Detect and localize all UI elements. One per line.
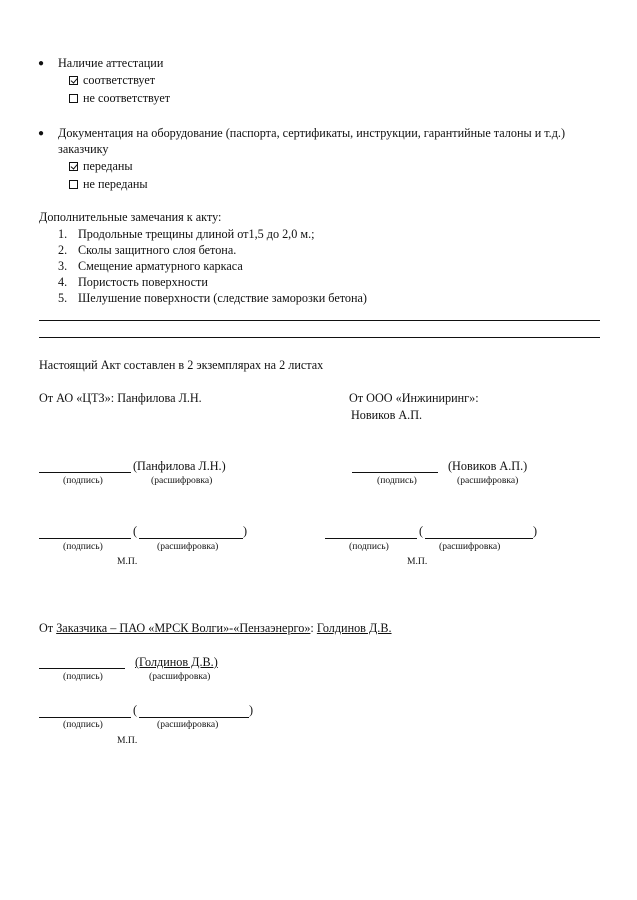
left-signature-line[interactable] — [39, 472, 131, 473]
remark-number: 4. — [58, 275, 68, 289]
customer-heading — [39, 621, 392, 636]
customer-signature-line[interactable] — [39, 668, 125, 669]
signature-caption: (подпись) — [63, 671, 103, 682]
decoding-caption: (расшифровка) — [151, 475, 213, 486]
attestation-option-matches-label: соответствует — [83, 73, 156, 87]
documentation-title-line2: заказчику — [58, 142, 109, 156]
attestation-title: Наличие аттестации — [58, 56, 164, 70]
remarks-blank-line — [39, 320, 600, 321]
remark-number: 3. — [58, 259, 68, 273]
signature-caption: (подпись) — [63, 475, 103, 486]
customer-decoding-line[interactable] — [139, 717, 249, 718]
checkbox-docs-not-transferred[interactable] — [69, 180, 78, 189]
open-paren: ( — [133, 703, 138, 717]
signature-caption: (подпись) — [377, 475, 417, 486]
checkbox-attestation-not-matches[interactable] — [69, 94, 78, 103]
remarks-heading: Дополнительные замечания к акту: — [39, 210, 222, 224]
decoding-caption: (расшифровка) — [157, 719, 219, 730]
bullet-marker: ● — [38, 58, 45, 69]
remarks-blank-line — [39, 337, 600, 338]
left-name-decoding: (Панфилова Л.Н.) — [133, 459, 226, 473]
right-name-decoding: (Новиков А.П.) — [448, 459, 528, 473]
checkbox-docs-transferred[interactable] — [69, 162, 78, 171]
remark-number: 1. — [58, 227, 68, 241]
docs-option-transferred-label: переданы — [83, 159, 133, 173]
open-paren: ( — [133, 524, 138, 538]
right-decoding-line[interactable] — [425, 538, 533, 539]
left-decoding-line[interactable] — [139, 538, 243, 539]
left-signature-line[interactable] — [39, 538, 131, 539]
left-party-heading: От АО «ЦТЗ»: Панфилова Л.Н. — [39, 391, 202, 405]
customer-person: Голдинов Д.В. — [316, 621, 392, 635]
remark-text: Смещение арматурного каркаса — [78, 259, 243, 273]
right-signature-line[interactable] — [352, 472, 438, 473]
remark-text: Сколы защитного слоя бетона. — [78, 243, 237, 257]
right-party-person: Новиков А.П. — [351, 408, 423, 422]
signature-caption: (подпись) — [349, 541, 389, 552]
customer-colon: : — [310, 621, 317, 635]
documentation-title-line1: Документация на оборудование (паспорта, сертификаты, инструкции, гарантийные талоны и т.д.) — [58, 126, 566, 140]
decoding-caption: (расшифровка) — [457, 475, 519, 486]
remark-text: Пористость поверхности — [78, 275, 208, 289]
right-signature-line[interactable] — [325, 538, 417, 539]
remark-number: 2. — [58, 243, 68, 257]
open-paren: ( — [419, 524, 424, 538]
close-paren: ) — [533, 524, 538, 538]
signature-caption: (подпись) — [63, 541, 103, 552]
docs-option-not-transferred-label: не переданы — [83, 177, 148, 191]
remark-text: Продольные трещины длиной от1,5 до 2,0 м.; — [78, 227, 315, 241]
stamp-place-label: М.П. — [117, 556, 138, 567]
decoding-caption: (расшифровка) — [439, 541, 501, 552]
act-statement: Настоящий Акт составлен в 2 экземплярах на 2 листах — [39, 358, 324, 372]
checkbox-attestation-matches[interactable] — [69, 76, 78, 85]
decoding-caption: (расшифровка) — [149, 671, 211, 682]
remark-text: Шелушение поверхности (следствие заморозки бетона) — [78, 291, 367, 305]
right-party-heading: От ООО «Инжиниринг»: — [349, 391, 479, 405]
customer-prefix: От — [39, 621, 57, 635]
attestation-option-not-matches-label: не соответствует — [83, 91, 171, 105]
bullet-marker: ● — [38, 128, 45, 139]
decoding-caption: (расшифровка) — [157, 541, 219, 552]
remark-number: 5. — [58, 291, 68, 305]
close-paren: ) — [249, 703, 254, 717]
customer-signature-line[interactable] — [39, 717, 131, 718]
stamp-place-label: М.П. — [407, 556, 428, 567]
customer-name-decoding: (Голдинов Д.В.) — [135, 655, 218, 669]
stamp-place-label: М.П. — [117, 735, 138, 746]
close-paren: ) — [243, 524, 248, 538]
customer-organization: Заказчика – ПАО «МРСК Волги»-«Пензаэнерго» — [56, 621, 311, 635]
signature-caption: (подпись) — [63, 719, 103, 730]
